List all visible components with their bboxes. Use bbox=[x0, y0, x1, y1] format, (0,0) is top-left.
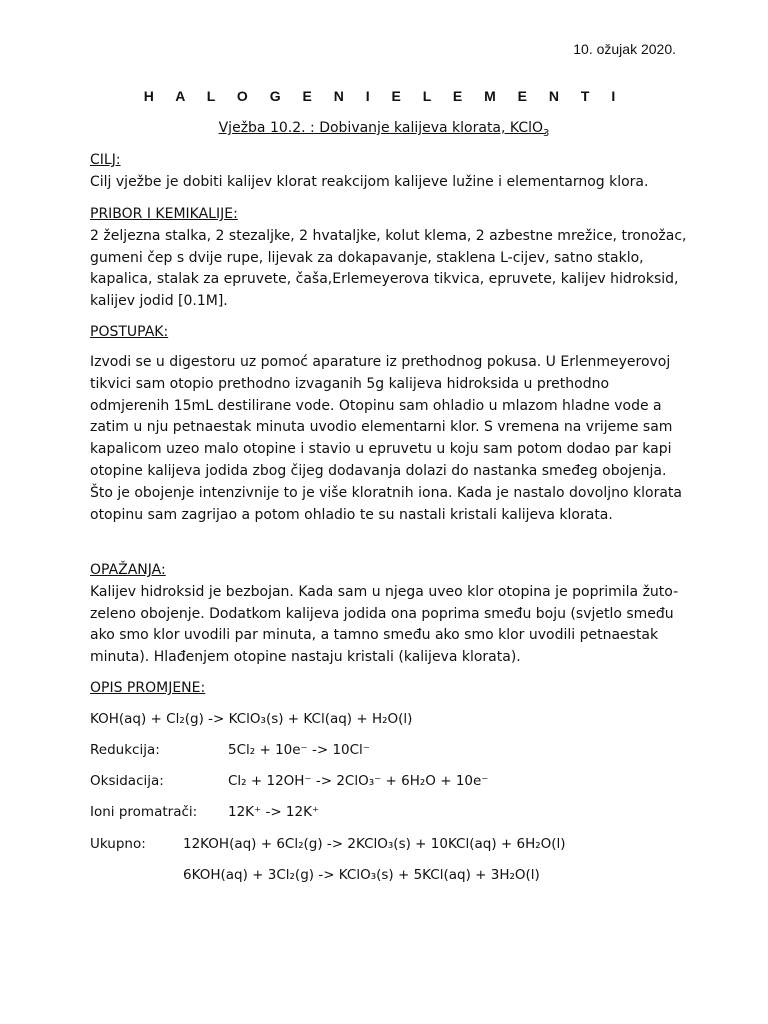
text-postupak: Izvodi se u digestoru uz pomoć aparature iz prethodnog pokusa. U Erlenmeyerovoj tikvici sam otopio prethodno izvaganih 5g kalijeva hidroksida u prethodno odmjerenih 15mL destilirane vode. Otopinu sam ohladio u mlazom hladne vode a zatim u nju petnaestak minuta uvodio elementarni klor. S vremena na vrijeme sam kapalicom uzeo malo otopine i stavio u epruvetu u koju sam potom dodao par kapi otopine kalijeva jodida zbog čijeg dodavanja dolazi do nastanka smeđeg obojenja. Što je obojenje intenzivnije to je više kloratnih iona. Kada je nastalo dovoljno klorata otopinu sam zagrijao a potom ohladio te su nastali kristali kalijeva klorata. bbox=[90, 354, 682, 523]
equation-ukupno-2: 6KOH(aq) + 3Cl₂(g) -> KClO₃(s) + 5KCl(aq) + 3H₂O(l) bbox=[183, 867, 540, 883]
section-postupak-body bbox=[90, 352, 690, 526]
text-cilj: Cilj vježbe je dobiti kalijev klorat reakcijom kalijeve lužine i elementarnog klora. bbox=[90, 173, 649, 190]
section-pribor bbox=[90, 204, 690, 313]
equation-ukupno-1: 12KOH(aq) + 6Cl₂(g) -> 2KClO₃(s) + 10KCl(aq) + 6H₂O(l) bbox=[183, 836, 566, 852]
heading-pribor: PRIBOR I KEMIKALIJE: bbox=[90, 206, 238, 222]
heading-opis: OPIS PROMJENE: bbox=[90, 680, 206, 696]
equation-oksidacija: Cl₂ + 12OH⁻ -> 2ClO₃⁻ + 6H₂O + 10e⁻ bbox=[228, 773, 489, 789]
label-ioni: Ioni promatrači: bbox=[90, 804, 198, 820]
equation-main: KOH(aq) + Cl₂(g) -> KClO₃(s) + KCl(aq) + H₂O(l) bbox=[90, 711, 413, 727]
label-redukcija: Redukcija: bbox=[90, 742, 160, 758]
section-opazanja bbox=[90, 560, 690, 669]
text-opazanja: Kalijev hidroksid je bezbojan. Kada sam u njega uveo klor otopina je poprimila žuto-zeleno obojenje. Dodatkom kalijeva jodida ona poprima smeđu boju (svjetlo smeđu ako smo klor uvodili par minuta, a tamno smeđu ako smo klor uvodili petnaestak minuta). Hlađenjem otopine nastaju kristali (kalijeva klorata). bbox=[90, 583, 679, 666]
subtitle-subscript: 3 bbox=[543, 127, 550, 139]
label-ukupno: Ukupno: bbox=[90, 836, 146, 852]
label-oksidacija: Oksidacija: bbox=[90, 773, 164, 789]
document-title: H A L O G E N I E L E M E N T I bbox=[143, 88, 625, 104]
heading-postupak: POSTUPAK: bbox=[90, 324, 169, 340]
text-pribor: 2 željezna stalka, 2 stezaljke, 2 hvataljke, kolut klema, 2 azbestne mrežice, tronožac, gumeni čep s dvije rupe, lijevak za dokapavanje, staklena L-cijev, satno staklo, kapalica, stalak za epruvete, čaša,Erlemeyerova tikvica, epruvete, kalijev hidroksid, kalijev jodid [0.1M]. bbox=[90, 227, 687, 310]
heading-opazanja: OPAŽANJA: bbox=[90, 562, 166, 578]
heading-cilj: CILJ: bbox=[90, 152, 121, 168]
date: 10. ožujak 2020. bbox=[573, 41, 676, 57]
subtitle-text: Vježba 10.2. : Dobivanje kalijeva klorata, KClO bbox=[218, 120, 544, 136]
exercise-subtitle bbox=[0, 120, 768, 139]
section-postupak bbox=[90, 322, 690, 344]
section-opis bbox=[90, 678, 690, 700]
equation-redukcija: 5Cl₂ + 10e⁻ -> 10Cl⁻ bbox=[228, 742, 370, 758]
equation-ioni: 12K⁺ -> 12K⁺ bbox=[228, 804, 320, 820]
section-cilj bbox=[90, 150, 690, 194]
